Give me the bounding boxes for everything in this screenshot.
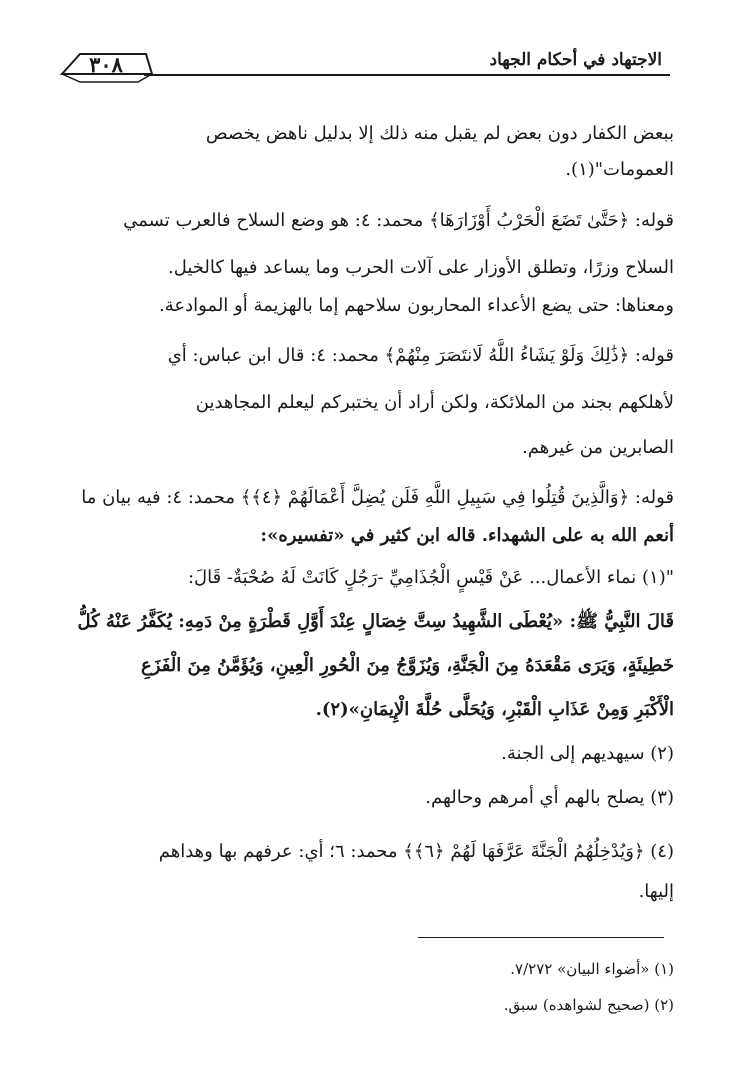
footnote: (١) «أضواء البيان» ٧/٢٧٢. [510, 960, 674, 978]
page-number: ٣٠٨ [89, 52, 123, 77]
text-line: "(١) نماء الأعمال... عَنْ قَيْسٍ الْجُذَامِيِّ -رَجُلٍ كَانَتْ لَهُ صُحْبَةٌ- قَالَ: [187, 567, 674, 588]
text-line: السلاح وزرًا، وتطلق الأوزار على آلات الحرب وما يساعد فيها كالخيل. [167, 257, 674, 278]
text-line: قوله: ﴿وَالَّذِينَ قُتِلُوا فِي سَبِيلِ اللَّهِ فَلَن يُضِلَّ أَعْمَالَهُمْ ﴿٤﴾﴾ محمد: ٤: فيه بيان ما [81, 487, 674, 508]
text-line: الْأَكْبَرِ وَمِنْ عَذَابِ الْقَبْرِ، وَيُحَلَّى حُلَّةَ الْإِيمَانِ»(٢). [315, 699, 674, 720]
text-line: العمومات"(١). [565, 159, 674, 180]
text-line: إليها. [638, 881, 674, 902]
running-title: الاجتهاد في أحكام الجهاد [489, 50, 662, 70]
text-line: (٢) سيهديهم إلى الجنة. [501, 743, 674, 764]
text-line: قَالَ النَّبِيُّ ﷺ: «يُعْطَى الشَّهِيدُ سِتَّ خِصَالٍ عِنْدَ أَوَّلِ قَطْرَةٍ مِنْ دَمِهِ: يُكَفَّرُ عَنْهُ كُلُّ [77, 611, 674, 632]
footnote-divider [418, 937, 664, 938]
text-line: ببعض الكفار دون بعض لم يقبل منه ذلك إلا بدليل ناهض يخصص [205, 123, 674, 144]
text-line: (٤) ﴿وَيُدْخِلُهُمُ الْجَنَّةَ عَرَّفَهَا لَهُمْ ﴿٦﴾﴾ محمد: ٦؛ أي: عرفهم بها وهداهم [158, 841, 674, 862]
text-line: قوله: ﴿حَتَّىٰ تَضَعَ الْحَرْبُ أَوْزَارَهَا﴾ محمد: ٤: هو وضع السلاح فالعرب تسمي [123, 210, 674, 231]
page-header [58, 48, 670, 80]
text-line: ومعناها: حتى يضع الأعداء المحاربون سلاحهم إما بالهزيمة أو الموادعة. [158, 295, 674, 316]
text-line: أنعم الله به على الشهداء. قاله ابن كثير في «تفسيره»: [260, 525, 674, 546]
text-line: (٣) يصلح بالهم أي أمرهم وحالهم. [425, 787, 674, 808]
header-rule [144, 74, 670, 76]
main-text [62, 108, 674, 908]
text-line: لأهلكهم بجند من الملائكة، ولكن أراد أن يختبركم ليعلم المجاهدين [195, 392, 674, 413]
page-number-badge [58, 48, 154, 86]
text-line: خَطِيئَةٍ، وَيَرَى مَقْعَدَهُ مِنَ الْجَنَّةِ، وَيُزَوَّجُ مِنَ الْحُورِ الْعِينِ، وَيُؤَمَّنُ مِنَ الْفَزَعِ [141, 655, 674, 676]
footnote: (٢) (صحيح لشواهده) سبق. [503, 996, 674, 1014]
text-line: قوله: ﴿ذَٰلِكَ وَلَوْ يَشَاءُ اللَّهُ لَانتَصَرَ مِنْهُمْ﴾ محمد: ٤: قال ابن عباس: أي [167, 345, 674, 366]
text-line: الصابرين من غيرهم. [522, 437, 674, 458]
